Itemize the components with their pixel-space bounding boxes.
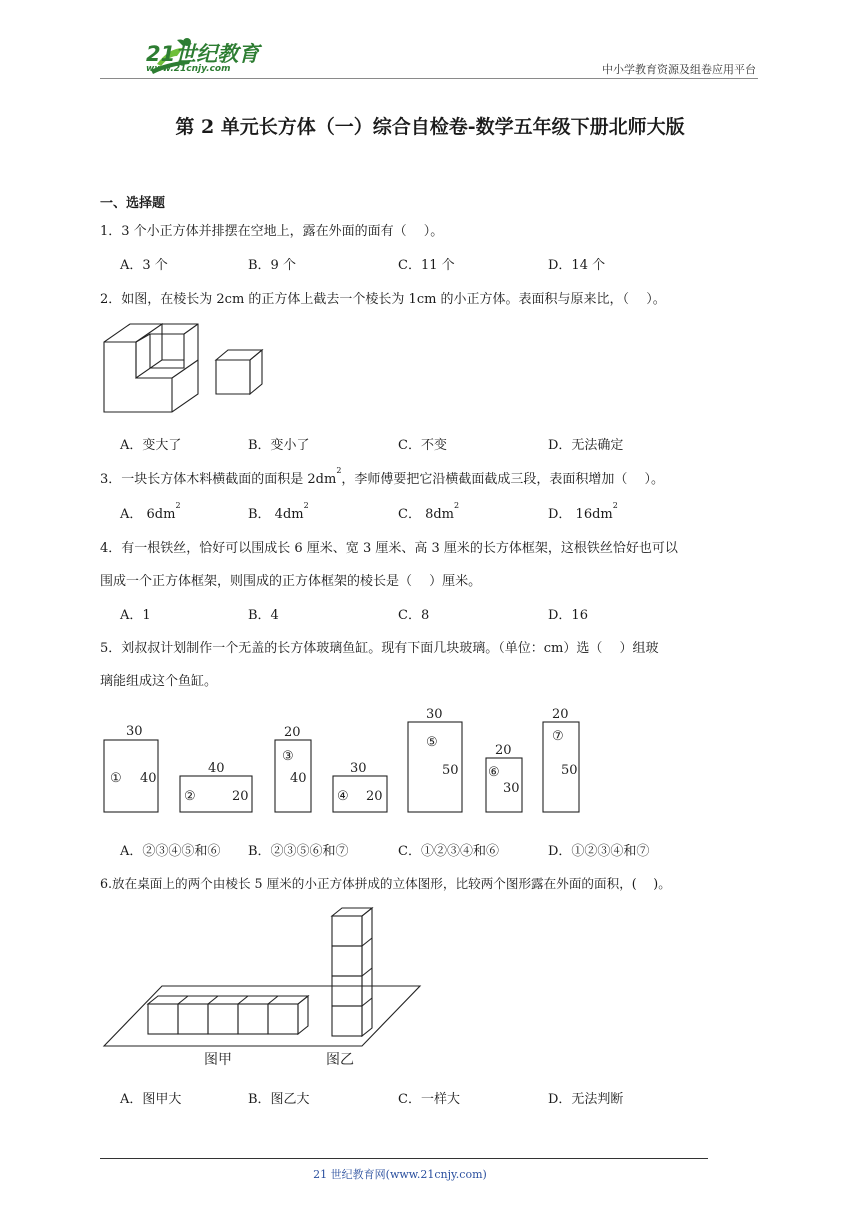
q6-cubes-figure xyxy=(100,904,430,1072)
question-2: 2．如图，在棱长为 2cm 的正方体上截去一个棱长为 1cm 的小正方体。表面积与原来比，（ ）。 xyxy=(100,292,666,307)
panel-1-side: 40 xyxy=(140,771,157,786)
q5-option-c: C．①②③④和⑥ xyxy=(398,844,499,859)
footer-divider xyxy=(100,1158,708,1159)
panel-3-top: 20 xyxy=(284,725,301,740)
q3-text-a: 3．一块长方体木料横截面的面积是 2dm xyxy=(100,472,337,487)
q6-option-b: B．图乙大 xyxy=(248,1092,310,1107)
panel-5-side: 50 xyxy=(442,763,459,778)
q4-option-c: C．8 xyxy=(398,608,430,623)
panel-2-side: 20 xyxy=(232,789,249,804)
q2-option-c: C．不变 xyxy=(398,438,447,453)
panel-6-side: 30 xyxy=(503,781,520,796)
panel-1-num: ① xyxy=(110,771,122,786)
q6-option-d: D．无法判断 xyxy=(548,1092,624,1107)
panel-4-top: 30 xyxy=(350,761,367,776)
q6-option-a: A．图甲大 xyxy=(120,1092,182,1107)
q3-option-a: A． $6dm^2$ xyxy=(120,501,181,522)
panel-3-side: 40 xyxy=(290,771,307,786)
q3-sup: 2 xyxy=(336,466,342,475)
footer-link[interactable]: 21 世纪教育网(www.21cnjy.com) xyxy=(313,1168,487,1181)
panel-4-side: 20 xyxy=(366,789,383,804)
panel-7-top: 20 xyxy=(552,707,569,722)
q4-option-a: A．1 xyxy=(120,608,151,623)
q1-option-a: A．3 个 xyxy=(120,258,168,273)
q6-option-c: C．一样大 xyxy=(398,1092,460,1107)
question-5-line-2: 璃能组成这个鱼缸。 xyxy=(100,674,218,689)
q1-option-c: C．11 个 xyxy=(398,258,455,273)
panel-5-top: 30 xyxy=(426,707,443,722)
q2-option-a: A．变大了 xyxy=(120,438,182,453)
figure-b-label: 图乙 xyxy=(326,1052,354,1068)
question-3 xyxy=(100,468,664,487)
header-platform-text: 中小学教育资源及组卷应用平台 xyxy=(602,63,756,76)
panel-6-num: ⑥ xyxy=(488,765,500,780)
panel-5-num: ⑤ xyxy=(426,735,438,750)
question-6: 6.放在桌面上的两个由棱长 5 厘米的小正方体拼成的立体图形，比较两个图形露在外面的面积，( )。 xyxy=(100,876,671,891)
q2-option-d: D．无法确定 xyxy=(548,438,624,453)
q5-option-a: A．②③④⑤和⑥ xyxy=(120,844,221,859)
panel-6-top: 20 xyxy=(495,743,512,758)
panel-2-top: 40 xyxy=(208,761,225,776)
panel-7-side: 50 xyxy=(561,763,578,778)
question-4-line-2: 围成一个正方体框架，则围成的正方体框架的棱长是（ ）厘米。 xyxy=(100,574,482,589)
q3-option-b: B． $4dm^2$ xyxy=(248,501,309,522)
q5-option-b: B．②③⑤⑥和⑦ xyxy=(248,844,349,859)
q5-glass-panels-figure xyxy=(100,702,600,820)
q4-option-b: B．4 xyxy=(248,608,279,623)
panel-4-num: ④ xyxy=(337,789,349,804)
q2-option-b: B．变小了 xyxy=(248,438,310,453)
table-surface xyxy=(104,986,420,1046)
q4-option-d: D．16 xyxy=(548,608,588,623)
q2-cube-figure xyxy=(100,318,280,418)
panel-3-num: ③ xyxy=(282,749,294,764)
panel-1-top: 30 xyxy=(126,724,143,739)
q3-option-c: C． $8dm^2$ xyxy=(398,501,460,522)
question-5-line-1: 5．刘叔叔计划制作一个无盖的长方体玻璃鱼缸。现有下面几块玻璃。（单位：cm）选（ ）组玻 xyxy=(100,641,659,656)
figure-b-tower xyxy=(332,908,372,1036)
q1-option-b: B．9 个 xyxy=(248,258,296,273)
logo-text: 21世纪教育 xyxy=(146,42,260,66)
q3-text-b: ，李师傅要把它沿横截面截成三段，表面积增加（ ）。 xyxy=(341,472,665,487)
page-title: 第 2 单元长方体（一）综合自检卷-数学五年级下册北师大版 xyxy=(175,116,685,138)
question-1: 1．3 个小正方体并排摆在空地上，露在外面的面有（ ）。 xyxy=(100,224,444,239)
figure-a-cubes xyxy=(148,996,308,1034)
question-4-line-1: 4．有一根铁丝，恰好可以围成长 6 厘米、宽 3 厘米、高 3 厘米的长方体框架，这根铁丝恰好也可以 xyxy=(100,541,678,556)
q1-option-d: D．14 个 xyxy=(548,258,606,273)
panel-7-num: ⑦ xyxy=(552,729,564,744)
q5-option-d: D．①②③④和⑦ xyxy=(548,844,650,859)
section-heading: 一、选择题 xyxy=(100,196,166,211)
figure-a-label: 图甲 xyxy=(204,1052,232,1068)
header-divider xyxy=(100,78,758,79)
panel-2-num: ② xyxy=(184,789,196,804)
q3-option-d: D． $16dm^2$ xyxy=(548,501,618,522)
logo-url: www.21cnjy.com xyxy=(146,64,231,74)
